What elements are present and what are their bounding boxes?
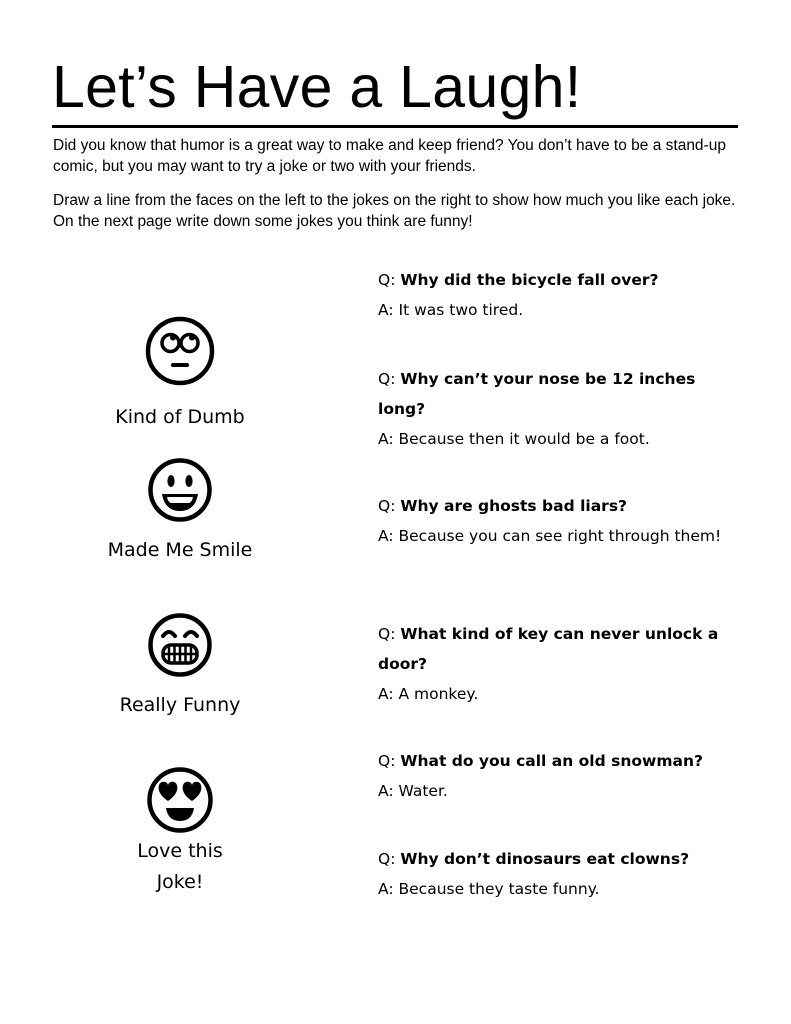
face-label-love-line-2: Joke! [156,871,204,893]
question-prefix: Q: [378,497,396,515]
question-text: What kind of key can never unlock a door? [378,625,719,673]
question-text: What do you call an old snowman? [400,752,703,770]
question-text: Why can’t your nose be 12 inches long? [378,370,696,418]
answer-prefix: A: [378,527,394,545]
joke-question [378,265,733,295]
face-label-kind-of-dumb: Kind of Dumb [115,406,245,428]
joke-answer [378,679,733,709]
face-really-funny [95,612,265,720]
joke-answer [378,776,733,806]
joke-2 [378,364,733,454]
intro-paragraph-1: Did you know that humor is a great way to make and keep friend? You don’t have to be a stand-up comic, but you may want to try a joke or two with your friends. [53,137,726,175]
question-prefix: Q: [378,850,396,868]
question-prefix: Q: [378,752,396,770]
answer-text: A monkey. [398,685,479,703]
answer-text: Because you can see right through them! [398,527,722,545]
joke-answer [378,521,733,551]
question-text: Why did the bicycle fall over? [400,271,659,289]
face-label-really-funny: Really Funny [119,694,241,716]
face-love-this-joke [95,766,265,898]
answer-prefix: A: [378,301,394,319]
question-text: Why don’t dinosaurs eat clowns? [400,850,690,868]
heart-eyes-face-icon [146,766,214,834]
eye-roll-face-icon [144,315,216,387]
answer-text: It was two tired. [398,301,524,319]
answer-text: Because they taste funny. [398,880,600,898]
question-prefix: Q: [378,625,396,643]
joke-4 [378,619,733,709]
grinning-face-icon [147,612,213,678]
title-divider [52,125,738,128]
question-prefix: Q: [378,370,396,388]
smiling-face-icon [147,457,213,523]
face-label-love-line-1: Love this [137,840,223,862]
answer-prefix: A: [378,880,394,898]
question-prefix: Q: [378,271,396,289]
face-kind-of-dumb [95,315,265,432]
answer-prefix: A: [378,782,394,800]
answer-text: Because then it would be a foot. [398,430,650,448]
joke-5 [378,746,733,806]
joke-answer [378,424,733,454]
instructions-paragraph: Draw a line from the faces on the left to the jokes on the right to show how much you like each joke. On the next page write down some jokes you think are funny! [53,192,736,230]
answer-prefix: A: [378,430,394,448]
page-title: Let’s Have a Laugh! [52,54,582,120]
question-text: Why are ghosts bad liars? [400,497,628,515]
joke-question [378,364,733,424]
answer-prefix: A: [378,685,394,703]
joke-answer [378,874,733,904]
joke-3 [378,491,733,551]
answer-text: Water. [398,782,448,800]
face-made-me-smile [95,457,265,565]
joke-question [378,491,733,521]
joke-1 [378,265,733,325]
joke-question [378,844,733,874]
joke-question [378,746,733,776]
joke-6 [378,844,733,904]
face-label-made-me-smile: Made Me Smile [107,539,253,561]
joke-question [378,619,733,679]
face-label-love-this-joke [95,836,265,898]
joke-answer [378,295,733,325]
